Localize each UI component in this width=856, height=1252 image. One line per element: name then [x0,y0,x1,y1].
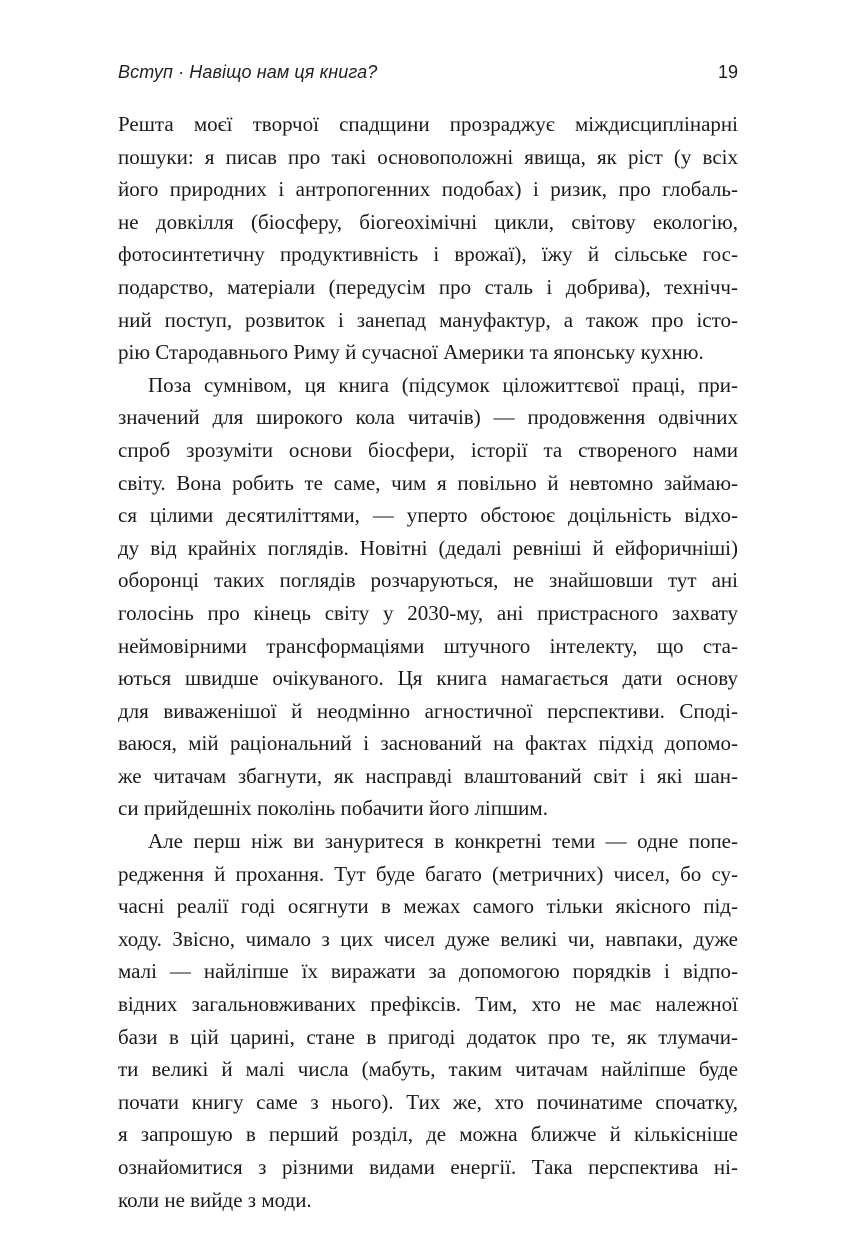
text-line: рію Стародавнього Риму й сучасної Америки та японську кухню. [118,340,704,365]
text-line: часні реалії годі осягнути в межах самого тільки якісного під- [118,894,738,919]
text-line: коли не вийде з моди. [118,1187,312,1212]
text-line: значений для широкого кола читачів) — продовження одвічних [118,405,738,430]
text-line: відних загальновживаних префіксів. Тим, хто не має належної [118,992,738,1017]
running-head [118,62,738,90]
text-line: подарство, матеріали (передусім про сталь і добрива), технічч- [118,274,738,299]
text-line: редження й прохання. Тут буде багато (метричних) чисел, бо су- [118,861,738,886]
text-line: ду від крайніх поглядів. Новітні (дедалі ревніші й ейфоричніші) [118,535,738,560]
paragraph-2 [118,369,738,825]
running-head-title: Вступ · Навіщо нам ця книга? [118,62,378,82]
paragraph-3 [118,825,738,1216]
text-line: голосінь про кінець світу у 2030-му, ані пристрасного захвату [118,600,738,625]
body-text [118,108,738,1216]
text-line: я запрошую в перший розділ, де можна ближче й кількісніше [118,1122,738,1147]
text-line: же читачам збагнути, як насправді влаштований світ і які шан- [118,763,738,788]
text-line: бази в цій царині, стане в пригоді додаток про те, як тлумачи- [118,1024,738,1049]
text-line: фотосинтетичну продуктивність і врожаї), їжу й сільське гос- [118,242,738,267]
text-line: пошуки: я писав про такі основоположні явища, як ріст (у всіх [118,144,738,169]
paragraph-1 [118,108,738,369]
text-line: неймовірними трансформаціями штучного інтелекту, що ста- [118,633,738,658]
text-line: ний поступ, розвиток і занепад мануфактур, а також про істо- [118,307,738,332]
text-line: світу. Вона робить те саме, чим я повільно й невтомно займаю- [118,470,738,495]
text-line: не довкілля (біосферу, біогеохімічні цикли, світову екологію, [118,209,738,234]
text-line: ваюся, мій раціональний і заснований на фактах підхід допомо- [118,731,738,756]
text-line: Решта моєї творчої спадщини прозраджує міждисциплінарні [118,112,738,136]
text-line: спроб зрозуміти основи біосфери, історії та створеного нами [118,437,738,462]
text-line: для виваженішої й неодмінно агностичної перспективи. Споді- [118,698,738,723]
text-line: ються швидше очікуваного. Ця книга намагається дати основу [118,666,738,691]
text-line: Поза сумнівом, ця книга (підсумок ціложиттєвої праці, при- [148,372,738,397]
text-line: Але перш ніж ви зануритеся в конкретні теми — одне попе- [148,829,738,854]
text-line: оборонці таких поглядів розчаруються, не знайшовши тут ані [118,568,738,593]
text-line: його природних і антропогенних подобах) і ризик, про глобаль- [118,177,738,202]
text-line: ходу. Звісно, чимало з цих чисел дуже великі чи, навпаки, дуже [118,926,738,951]
text-line: ти великі й малі числа (мабуть, таким читачам найліпше буде [118,1057,738,1082]
text-line: малі — найліпше їх виражати за допомогою порядків і відпо- [118,959,738,984]
text-line: ся цілими десятиліттями, — уперто обстоює доцільність відхо- [118,503,738,528]
text-line: ознайомитися з різними видами енергії. Така перспектива ні- [118,1155,738,1179]
page-number: 19 [717,62,738,82]
text-line: почати книгу саме з нього). Тих же, хто починатиме спочатку, [118,1089,738,1114]
text-line: си прийдешніх поколінь побачити його ліпшим. [118,796,548,821]
